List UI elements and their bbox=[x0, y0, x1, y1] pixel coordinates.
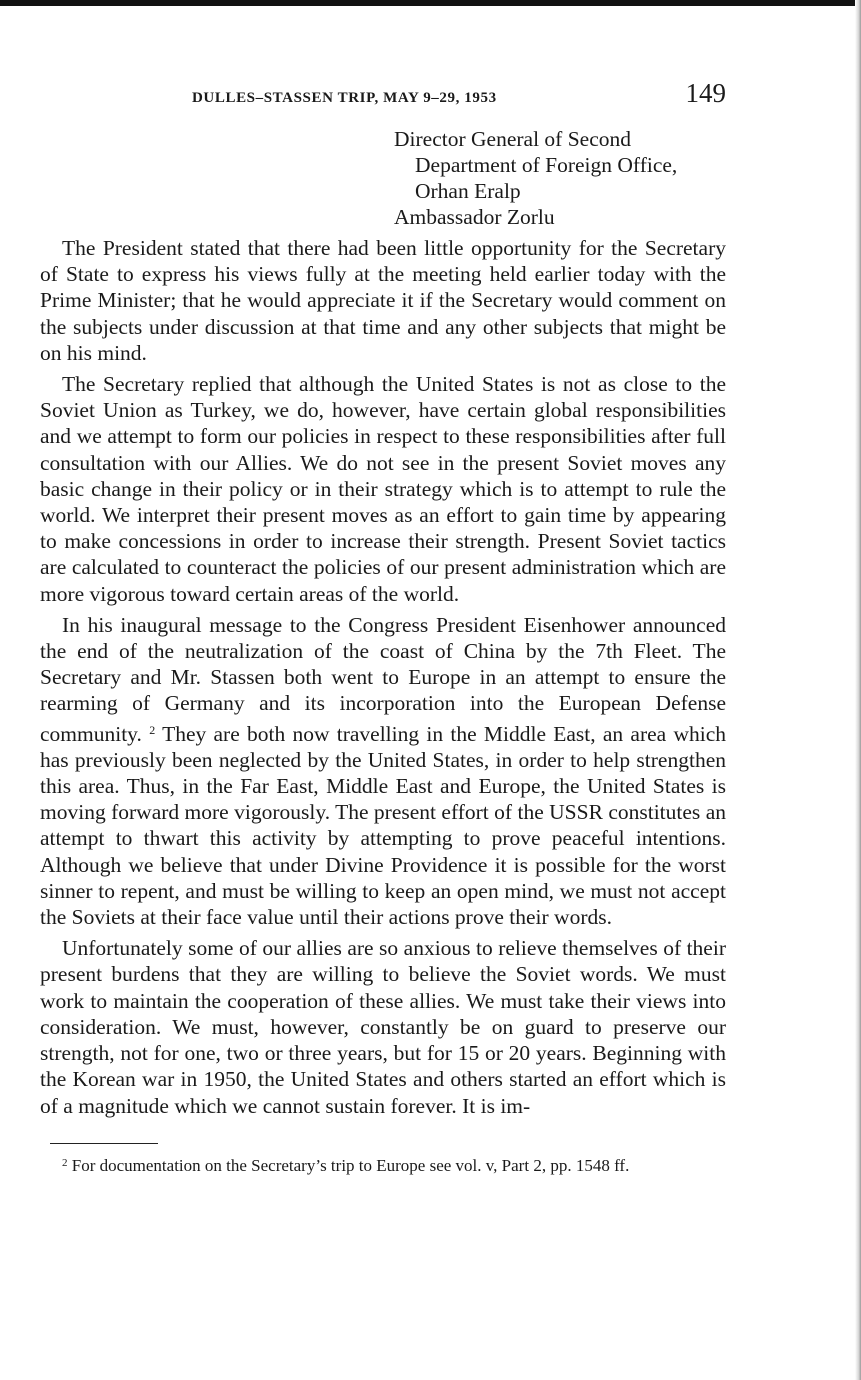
top-border bbox=[0, 0, 861, 6]
attendee-line: Department of Foreign Office, bbox=[415, 153, 678, 177]
footnote-reference[interactable]: 2 bbox=[149, 722, 156, 737]
paragraph: The Secretary replied that although the United States is not as close to the Soviet Union as Turkey, we do, however, have certain global responsibilities and we attempt to form our policies in respect to these responsibilities after full consultation with our Allies. We do not see in the present Soviet moves any basic change in their policy or in their strategy which is to attempt to rule the world. We interpret their present moves as an effort to gain time by appearing to make concessions in order to increase their strength. Present Soviet tactics are calculated to counteract the policies of our present administration which are more vigorous toward certain areas of the world. bbox=[40, 372, 726, 606]
footnote bbox=[40, 1152, 726, 1177]
footnote-divider bbox=[50, 1143, 158, 1144]
paragraph: The President stated that there had been little opportunity for the Secretary of State to express his views fully at the meeting held earlier today with the Prime Minister; that he would appreciate it if the Secretary would comment on the subjects under discussion at that time and any other subjects that might be on his mind. bbox=[40, 236, 726, 365]
paragraph-part: In his inaugural message to the Congress President Eisenhower announced the end of the neutralization of the coast of China by the 7th Fleet. The Secretary and Mr. Stassen both went to Europe in an attempt to ensure the rearming of Germany and its incorporation into the European Defense community. bbox=[40, 612, 726, 746]
footnote-text: For documentation on the Secretary’s trip to Europe see vol. v, Part 2, pp. 1548 ff. bbox=[71, 1155, 630, 1175]
attendee-line: Orhan Eralp bbox=[415, 179, 521, 203]
body-text bbox=[40, 235, 726, 1119]
paragraph-part: They are both now travelling in the Middle East, an area which has previously been neglected by the United States, in order to help strengthen this area. Thus, in the Far East, Middle East and Europe, the United States is moving forward more vigorously. The present effort of the USSR constitutes an attempt to thwart this activity by attempting to prove peaceful intentions. Although we believe that under Divine Providence it is possible for the worst sinner to repent, and must be willing to keep an open mind, we must not accept the Soviets at their face value until their actions prove their words. bbox=[40, 721, 727, 930]
page-edge-shadow bbox=[855, 0, 861, 1380]
attendee-list bbox=[394, 126, 726, 230]
paragraph bbox=[40, 612, 726, 930]
attendee-line: Director General of Second bbox=[394, 127, 631, 151]
attendee-line: Ambassador Zorlu bbox=[394, 205, 555, 229]
page-number: 149 bbox=[685, 78, 726, 108]
footnote-marker: 2 bbox=[62, 1156, 68, 1169]
running-title: DULLES–STASSEN TRIP, MAY 9–29, 1953 bbox=[192, 90, 497, 106]
document-page bbox=[40, 78, 726, 1177]
running-header bbox=[40, 78, 726, 112]
paragraph: Unfortunately some of our allies are so anxious to relieve themselves of their present burdens that they are willing to believe the Soviet words. We must work to maintain the cooperation of these allies. We must take their views into consideration. We must, however, constantly be on guard to preserve our strength, not for one, two or three years, but for 15 or 20 years. Beginning with the Korean war in 1950, the United States and others started an effort which is of a magnitude which we cannot sustain forever. It is im- bbox=[40, 936, 726, 1118]
